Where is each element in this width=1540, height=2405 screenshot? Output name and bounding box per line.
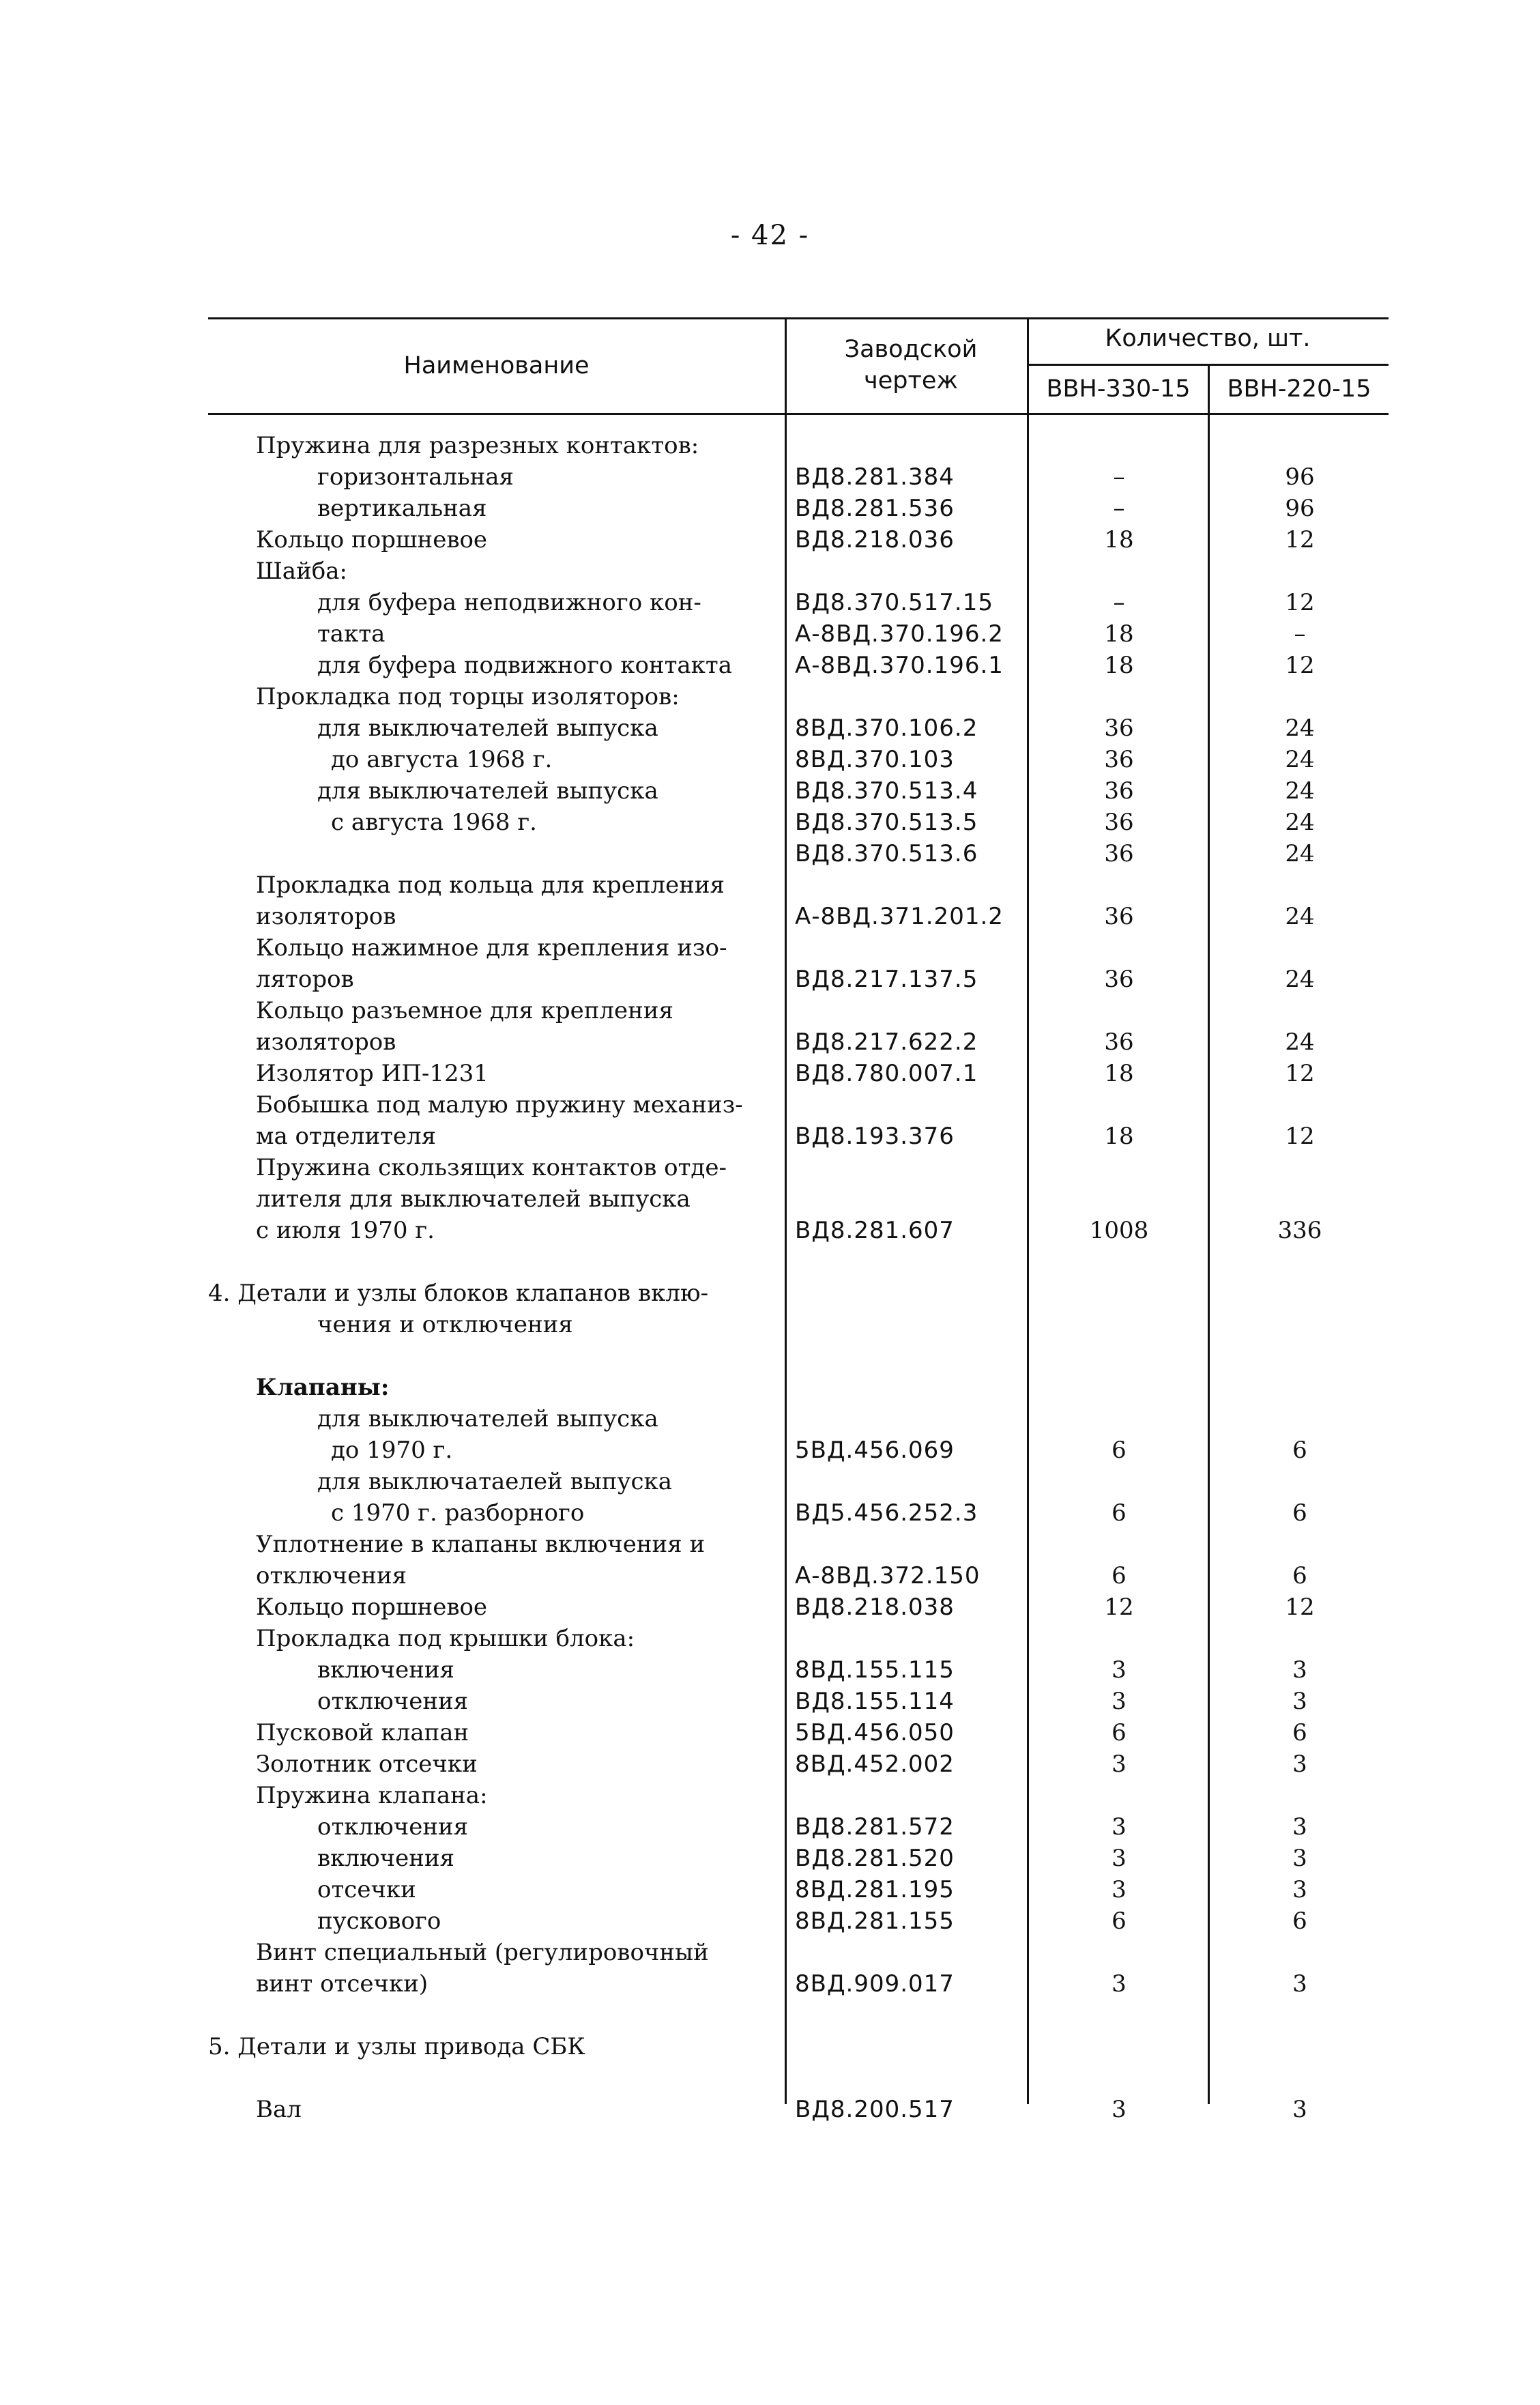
row-name: включения — [317, 1845, 454, 1872]
header-col-a: ВВН-330-15 — [1046, 375, 1191, 403]
row-drawing: ВД8.370.517.15 — [795, 589, 993, 616]
row-name: с 1970 г. разборного — [331, 1499, 585, 1527]
row-drawing: ВД8.155.114 — [795, 1688, 955, 1715]
row-name: пускового — [317, 1907, 441, 1935]
table-row — [208, 1278, 1389, 1309]
row-drawing: А-8ВД.370.196.2 — [795, 620, 1004, 648]
row-name: Вал — [256, 2096, 302, 2123]
row-qty-vvn220: 24 — [1285, 809, 1315, 836]
table-row — [208, 587, 1389, 618]
row-name: чения и отключения — [317, 1311, 573, 1338]
table-row — [208, 1403, 1389, 1435]
row-name: Изолятор ИП-1231 — [256, 1060, 489, 1087]
row-qty-vvn220: 6 — [1292, 1562, 1307, 1589]
row-qty-vvn220: 3 — [1292, 2096, 1307, 2123]
row-qty-vvn330: 36 — [1104, 966, 1134, 993]
row-name: Пружина клапана: — [256, 1782, 488, 1809]
parts-table — [208, 317, 1389, 2123]
row-name: Кольцо разъемное для крепления — [256, 997, 673, 1024]
table-row — [208, 1435, 1389, 1466]
row-qty-vvn330: 1008 — [1089, 1217, 1149, 1244]
table-row — [208, 1968, 1389, 2000]
row-qty-vvn330: 12 — [1104, 1594, 1134, 1621]
row-qty-vvn220: 3 — [1292, 1656, 1307, 1684]
row-qty-vvn330: 3 — [1112, 2096, 1127, 2123]
table-row — [208, 1937, 1389, 1968]
row-drawing: 8ВД.155.115 — [795, 1656, 955, 1684]
header-name: Наименование — [403, 352, 590, 379]
row-name: Прокладка под торцы изоляторов: — [256, 683, 680, 710]
row-qty-vvn330: 3 — [1112, 1845, 1127, 1872]
row-name: для выключатаелей выпуска — [317, 1468, 673, 1495]
row-name: отключения — [317, 1688, 469, 1715]
row-name: лителя для выключателей выпуска — [256, 1185, 691, 1213]
row-name: Пружина для разрезных контактов: — [256, 432, 699, 459]
row-qty-vvn220: 12 — [1285, 1594, 1315, 1621]
table-row — [208, 1686, 1389, 1717]
row-name: для выключателей выпуска — [317, 715, 658, 742]
row-name: до 1970 г. — [331, 1437, 453, 1464]
table-row — [208, 1560, 1389, 1592]
row-qty-vvn330: 6 — [1112, 1437, 1127, 1464]
row-name: Шайба: — [256, 558, 347, 585]
table-row — [208, 2031, 1389, 2062]
row-qty-vvn220: 24 — [1285, 840, 1315, 867]
row-name: изоляторов — [256, 1028, 396, 1056]
table-row — [208, 1497, 1389, 1529]
row-qty-vvn220: – — [1294, 620, 1306, 648]
table-row — [208, 1121, 1389, 1152]
row-name: Кольцо поршневое — [256, 1594, 488, 1621]
table-row — [208, 1152, 1389, 1183]
row-name: с августа 1968 г. — [331, 809, 537, 836]
table-row — [208, 2094, 1389, 2125]
table-row — [208, 1466, 1389, 1497]
table-row — [208, 650, 1389, 681]
row-name: отключения — [256, 1562, 407, 1589]
row-drawing: ВД8.780.007.1 — [795, 1060, 978, 1087]
row-qty-vvn330: 18 — [1104, 1123, 1134, 1150]
row-qty-vvn330: 36 — [1104, 715, 1134, 742]
row-drawing: ВД8.281.572 — [795, 1813, 955, 1841]
row-drawing: 8ВД.281.155 — [795, 1907, 955, 1935]
row-qty-vvn330: 36 — [1104, 746, 1134, 773]
row-qty-vvn220: 24 — [1285, 966, 1315, 993]
table-row — [208, 995, 1389, 1026]
row-qty-vvn220: 3 — [1292, 1876, 1307, 1903]
row-drawing: 8ВД.452.002 — [795, 1751, 955, 1778]
table-row — [208, 1780, 1389, 1811]
row-drawing: А-8ВД.372.150 — [795, 1562, 980, 1589]
row-qty-vvn330: 18 — [1104, 652, 1134, 679]
row-qty-vvn220: 24 — [1285, 903, 1315, 930]
page-number: - 42 - — [730, 220, 810, 251]
table-row — [208, 1748, 1389, 1780]
row-qty-vvn220: 24 — [1285, 777, 1315, 805]
row-drawing: 5ВД.456.050 — [795, 1719, 955, 1746]
table-row — [208, 461, 1389, 493]
table-row — [208, 838, 1389, 869]
table-row — [208, 1183, 1389, 1215]
row-name: для буфера подвижного контакта — [317, 652, 732, 679]
row-qty-vvn330: 6 — [1112, 1907, 1127, 1935]
row-name: вертикальная — [317, 495, 487, 522]
table-row — [208, 744, 1389, 775]
row-drawing: ВД8.193.376 — [795, 1123, 955, 1150]
row-qty-vvn220: 6 — [1292, 1907, 1307, 1935]
table-top-rule — [208, 317, 1389, 319]
row-qty-vvn220: 12 — [1285, 652, 1315, 679]
table-row — [208, 1874, 1389, 1905]
row-name: для выключателей выпуска — [317, 777, 658, 805]
table-row — [208, 524, 1389, 556]
row-qty-vvn220: 6 — [1292, 1719, 1307, 1746]
table-row — [208, 964, 1389, 995]
row-qty-vvn330: 36 — [1104, 777, 1134, 805]
row-name: винт отсечки) — [256, 1970, 428, 1998]
row-name: Прокладка под кольца для крепления — [256, 872, 725, 899]
row-name: 5. Детали и узлы привода СБК — [208, 2033, 585, 2060]
table-row — [208, 493, 1389, 524]
row-name: включения — [317, 1656, 454, 1684]
header-drawing: Заводской чертеж — [844, 336, 978, 394]
row-name: 4. Детали и узлы блоков клапанов вклю- — [208, 1280, 709, 1307]
row-name: Уплотнение в клапаны включения и — [256, 1531, 706, 1558]
row-qty-vvn330: 3 — [1112, 1813, 1127, 1841]
row-qty-vvn220: 6 — [1292, 1499, 1307, 1527]
table-row — [208, 1717, 1389, 1748]
row-qty-vvn330: – — [1113, 589, 1125, 616]
row-qty-vvn220: 3 — [1292, 1688, 1307, 1715]
row-qty-vvn220: 96 — [1285, 495, 1315, 522]
row-qty-vvn220: 24 — [1285, 715, 1315, 742]
row-drawing: А-8ВД.371.201.2 — [795, 903, 1004, 930]
table-row — [208, 1089, 1389, 1121]
row-name: до августа 1968 г. — [331, 746, 553, 773]
row-name: ляторов — [256, 966, 354, 993]
row-qty-vvn220: 12 — [1285, 1123, 1315, 1150]
table-row — [208, 932, 1389, 964]
row-name: изоляторов — [256, 903, 396, 930]
table-row — [208, 1843, 1389, 1874]
row-qty-vvn330: 3 — [1112, 1688, 1127, 1715]
table-row — [208, 869, 1389, 901]
row-name: Пусковой клапан — [256, 1719, 469, 1746]
row-drawing: 8ВД.281.195 — [795, 1876, 955, 1903]
row-drawing: ВД8.370.513.5 — [795, 809, 978, 836]
row-drawing: ВД8.370.513.6 — [795, 840, 978, 867]
table-row — [208, 1905, 1389, 1937]
row-drawing: ВД8.217.137.5 — [795, 966, 978, 993]
row-qty-vvn220: 3 — [1292, 1751, 1307, 1778]
table-row — [208, 1623, 1389, 1654]
row-qty-vvn220: 336 — [1277, 1217, 1322, 1244]
row-drawing: 8ВД.370.103 — [795, 746, 955, 773]
row-drawing: ВД8.281.520 — [795, 1845, 955, 1872]
row-qty-vvn220: 24 — [1285, 746, 1315, 773]
row-name: Клапаны: — [256, 1374, 390, 1401]
row-name: Прокладка под крышки блока: — [256, 1625, 635, 1652]
row-qty-vvn330: 18 — [1104, 1060, 1134, 1087]
row-qty-vvn330: 3 — [1112, 1656, 1127, 1684]
header-col-b: ВВН-220-15 — [1227, 375, 1371, 403]
header-bottom-rule — [208, 413, 1389, 415]
table-row — [208, 681, 1389, 712]
row-qty-vvn330: – — [1113, 463, 1125, 491]
table-row — [208, 807, 1389, 838]
row-name: горизонтальная — [317, 463, 514, 491]
table-row — [208, 1592, 1389, 1623]
row-qty-vvn220: 96 — [1285, 463, 1315, 491]
row-qty-vvn330: 3 — [1112, 1751, 1127, 1778]
row-drawing: 8ВД.370.106.2 — [795, 715, 978, 742]
row-qty-vvn220: 12 — [1285, 589, 1315, 616]
row-qty-vvn330: 6 — [1112, 1719, 1127, 1746]
row-qty-vvn220: 24 — [1285, 1028, 1315, 1056]
row-name: с июля 1970 г. — [256, 1217, 435, 1244]
row-name: отсечки — [317, 1876, 416, 1903]
row-name: Винт специальный (регулировочный — [256, 1939, 709, 1966]
row-drawing: ВД5.456.252.3 — [795, 1499, 978, 1527]
row-name: ма отделителя — [256, 1123, 437, 1150]
row-name: такта — [317, 620, 386, 648]
table-row — [208, 1654, 1389, 1686]
header-quantity: Количество, шт. — [1105, 325, 1311, 352]
row-qty-vvn330: 3 — [1112, 1970, 1127, 1998]
row-drawing: ВД8.200.517 — [795, 2096, 955, 2123]
table-row — [208, 1529, 1389, 1560]
row-qty-vvn220: 3 — [1292, 1845, 1307, 1872]
row-drawing: ВД8.217.622.2 — [795, 1028, 978, 1056]
row-qty-vvn220: 3 — [1292, 1970, 1307, 1998]
row-qty-vvn330: 36 — [1104, 809, 1134, 836]
table-row — [208, 1372, 1389, 1403]
row-name: отключения — [317, 1813, 469, 1841]
table-row — [208, 430, 1389, 461]
row-qty-vvn330: 3 — [1112, 1876, 1127, 1903]
row-drawing: 8ВД.909.017 — [795, 1970, 955, 1998]
row-qty-vvn330: 6 — [1112, 1562, 1127, 1589]
row-drawing: ВД8.218.036 — [795, 526, 955, 553]
row-drawing: А-8ВД.370.196.1 — [795, 652, 1004, 679]
row-qty-vvn220: 12 — [1285, 1060, 1315, 1087]
row-name: Пружина скользящих контактов отде- — [256, 1154, 727, 1181]
row-name: Кольцо поршневое — [256, 526, 488, 553]
table-row — [208, 1026, 1389, 1058]
table-row — [208, 712, 1389, 744]
table-row — [208, 901, 1389, 932]
row-qty-vvn330: 18 — [1104, 526, 1134, 553]
table-row — [208, 775, 1389, 807]
row-name: для буфера неподвижного кон- — [317, 589, 701, 616]
row-qty-vvn220: 6 — [1292, 1437, 1307, 1464]
row-drawing: ВД8.281.607 — [795, 1217, 955, 1244]
row-drawing: ВД8.370.513.4 — [795, 777, 978, 805]
table-row — [208, 1215, 1389, 1246]
row-qty-vvn220: 3 — [1292, 1813, 1307, 1841]
row-drawing: 5ВД.456.069 — [795, 1437, 955, 1464]
row-qty-vvn330: 36 — [1104, 1028, 1134, 1056]
row-drawing: ВД8.281.536 — [795, 495, 955, 522]
table-row — [208, 1811, 1389, 1843]
row-name: Золотник отсечки — [256, 1751, 478, 1778]
row-qty-vvn220: 12 — [1285, 526, 1315, 553]
row-qty-vvn330: 18 — [1104, 620, 1134, 648]
row-name: Бобышка под малую пружину механиз- — [256, 1091, 743, 1119]
row-qty-vvn330: – — [1113, 495, 1125, 522]
table-row — [208, 556, 1389, 587]
row-name: Кольцо нажимное для крепления изо- — [256, 934, 727, 962]
row-qty-vvn330: 36 — [1104, 903, 1134, 930]
row-qty-vvn330: 6 — [1112, 1499, 1127, 1527]
row-drawing: ВД8.281.384 — [795, 463, 955, 491]
row-name: для выключателей выпуска — [317, 1405, 658, 1432]
table-row — [208, 1058, 1389, 1089]
table-row — [208, 618, 1389, 650]
row-qty-vvn330: 36 — [1104, 840, 1134, 867]
table-row — [208, 1309, 1389, 1340]
row-drawing: ВД8.218.038 — [795, 1594, 955, 1621]
